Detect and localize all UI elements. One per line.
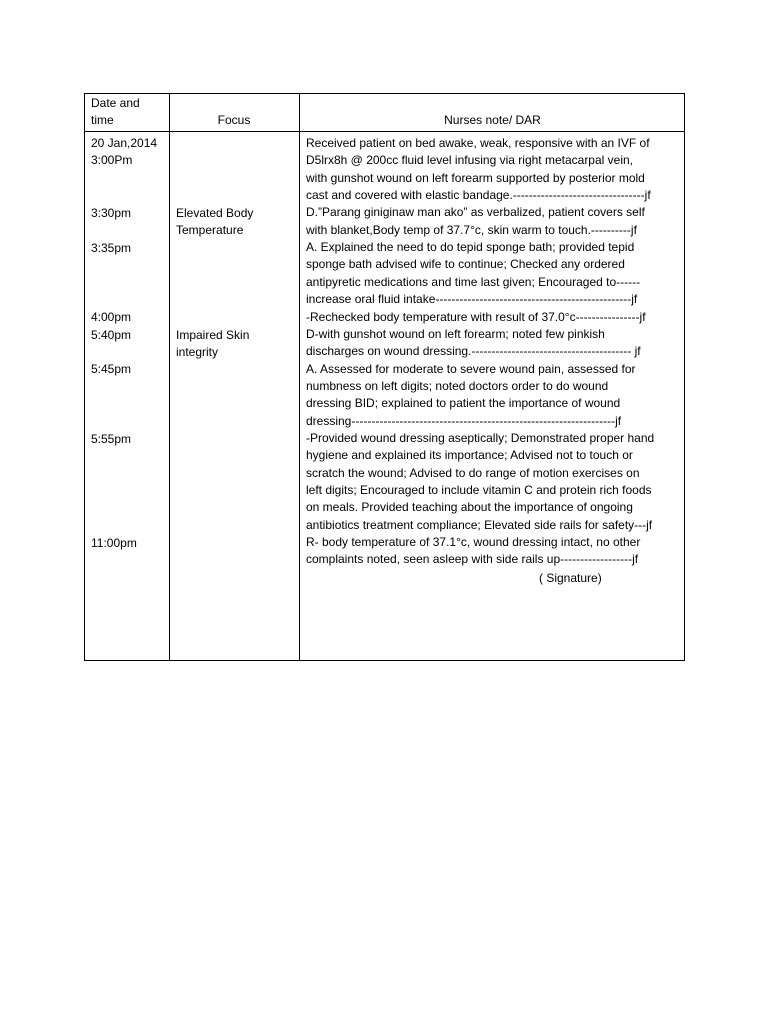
note-line: A. Assessed for moderate to severe wound pain, assessed for xyxy=(306,361,636,376)
column-divider xyxy=(299,94,300,660)
note-line: with gunshot wound on left forearm supported by posterior mold xyxy=(306,170,645,185)
header-nurses-note: Nurses note/ DAR xyxy=(444,113,541,127)
focus-impaired-skin-line2: integrity xyxy=(176,345,219,359)
note-line: on meals. Provided teaching about the importance of ongoing xyxy=(306,500,633,515)
header-focus: Focus xyxy=(217,113,251,127)
time-entry: 11:00pm xyxy=(91,536,137,550)
time-entry: 3:35pm xyxy=(91,241,132,255)
time-entry: 5:40pm xyxy=(91,328,132,342)
note-line: scratch the wound; Advised to do range of motion exercises on xyxy=(306,465,640,480)
note-line: hygiene and explained its importance; Advised not to touch or xyxy=(306,448,633,463)
note-line: dressing BID; explained to patient the importance of wound xyxy=(306,396,621,411)
time-entry: 3:30pm xyxy=(91,206,132,220)
focus-impaired-skin-line1: Impaired Skin xyxy=(176,328,250,342)
note-line: complaints noted, seen asleep with side rails up------------------jf xyxy=(306,552,639,567)
note-line: -Rechecked body temperature with result of 37.0°c----------------jf xyxy=(306,309,646,324)
note-line: R- body temperature of 37.1°c, wound dressing intact, no other xyxy=(306,535,641,550)
header-date-time: Date and time xyxy=(91,96,140,127)
note-line: D.”Parang giniginaw man ako” as verbalized, patient covers self xyxy=(306,205,645,220)
note-line: Received patient on bed awake, weak, responsive with an IVF of xyxy=(306,136,650,150)
time-entry: 5:55pm xyxy=(91,432,132,446)
note-line: cast and covered with elastic bandage.---------------------------------jf xyxy=(306,188,651,203)
focus-elevated-temperature-line2: Temperature xyxy=(176,223,244,237)
nursing-notes-table xyxy=(84,93,685,661)
note-line: D5lrx8h @ 200cc fluid level infusing via right metacarpal vein, xyxy=(306,153,634,168)
note-line: D-with gunshot wound on left forearm; noted few pinkish xyxy=(306,326,605,341)
note-line: discharges on wound dressing.---------------------------------------- jf xyxy=(306,344,641,359)
header-divider xyxy=(85,131,684,132)
note-line: left digits; Encouraged to include vitamin C and protein rich foods xyxy=(306,483,652,497)
focus-elevated-temperature-line1: Elevated Body xyxy=(176,206,254,220)
time-entry: 4:00pm xyxy=(91,310,132,324)
time-entry: 3:00Pm xyxy=(91,153,133,167)
note-line: numbness on left digits; noted doctors order to do wound xyxy=(306,378,609,393)
note-line: increase oral fluid intake-------------------------------------------------jf xyxy=(306,292,638,307)
note-line: dressing------------------------------------------------------------------jf xyxy=(306,413,622,428)
note-line: antibiotics treatment compliance; Elevated side rails for safety---jf xyxy=(306,517,653,532)
note-line: -Provided wound dressing aseptically; Demonstrated proper hand xyxy=(306,430,655,445)
column-divider xyxy=(169,94,170,660)
note-line: A. Explained the need to do tepid sponge bath; provided tepid xyxy=(306,240,635,255)
time-entry: 5:45pm xyxy=(91,362,132,376)
signature-label: ( Signature) xyxy=(539,571,602,585)
note-line: with blanket,Body temp of 37.7°c, skin warm to touch.----------jf xyxy=(306,222,637,237)
note-line: sponge bath advised wife to continue; Checked any ordered xyxy=(306,257,625,272)
note-line: antipyretic medications and time last given; Encouraged to------ xyxy=(306,274,641,289)
date-label: 20 Jan,2014 xyxy=(91,136,158,150)
